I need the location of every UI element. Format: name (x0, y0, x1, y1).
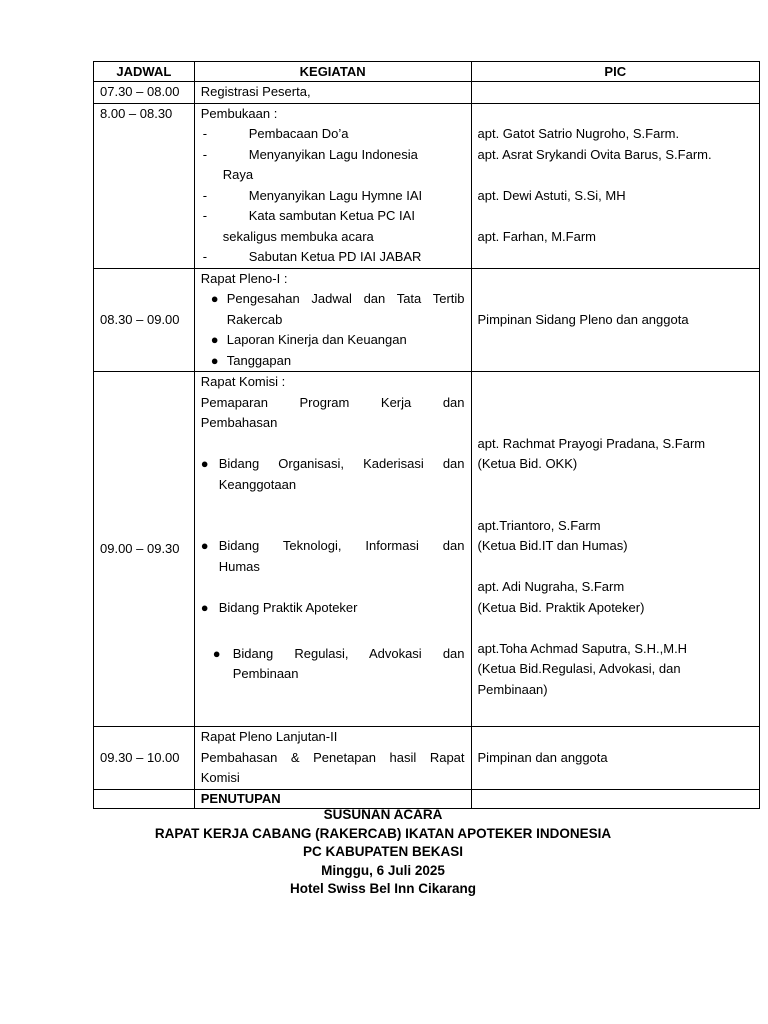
list-item: - Menyanyikan Lagu Hymne IAI (201, 186, 465, 207)
dash-marker: - (202, 187, 208, 203)
list-item: ● Tanggapan (201, 351, 465, 372)
activity-title: Rapat Pleno Lanjutan-II (200, 729, 338, 744)
header-kegiatan: KEGIATAN (194, 62, 471, 82)
list-item-continuation: Raya (222, 167, 254, 182)
list-item: - Pembacaan Do’a (201, 124, 465, 145)
table-row (94, 103, 760, 268)
pic-name: apt. Dewi Astuti, S.Si, MH (477, 187, 626, 203)
pic-role: Pembinaan) (477, 681, 548, 697)
activity-cell (194, 268, 471, 372)
table-row (94, 82, 760, 104)
time-cell: 8.00 – 08.30 (94, 103, 195, 268)
header-pic: PIC (471, 62, 759, 82)
list-item: ● Laporan Kinerja dan Keuangan (201, 330, 465, 351)
dash-marker: - (202, 126, 208, 141)
dash-marker: - (202, 208, 208, 223)
list-item-continuation: sekaligus membuka acara (222, 228, 374, 244)
pic-name: apt. Rachmat Prayogi Pradana, S.Farm (477, 435, 706, 451)
activity-cell: PENUTUPAN (194, 789, 471, 808)
list-item: ● Bidang Regulasi, Advokasi dan (201, 644, 465, 665)
time-cell: 09.30 – 10.00 (94, 727, 195, 790)
pic-role: (Ketua Bid. OKK) (477, 456, 578, 471)
list-item: ● Bidang Praktik Apoteker (201, 598, 465, 619)
header-jadwal: JADWAL (94, 62, 195, 82)
list-item-continuation: Humas (218, 558, 260, 574)
time-cell: 09.00 – 09.30 (94, 372, 195, 727)
table-row (94, 372, 760, 727)
list-item-continuation: Pembinaan (232, 666, 299, 681)
pic-role: (Ketua Bid.Regulasi, Advokasi, dan (477, 661, 681, 676)
pic-name: apt. Gatot Satrio Nugroho, S.Farm. (477, 126, 680, 141)
list-item: - Sabutan Ketua PD IAI JABAR (201, 247, 465, 268)
dash-marker: - (202, 249, 208, 264)
pic-name: apt. Farhan, M.Farm (477, 228, 596, 244)
activity-title: Pembukaan : (200, 105, 278, 121)
bullet-marker: ● (210, 352, 219, 368)
time-cell: 08.30 – 09.00 (94, 268, 195, 372)
title-line: RAPAT KERJA CABANG (RAKERCAB) IKATAN APOTEKER INDONESIA (154, 825, 612, 841)
pic-cell: Pimpinan Sidang Pleno dan anggota (471, 268, 759, 372)
header-row (94, 62, 760, 82)
activity-cell: Registrasi Peserta, (194, 82, 471, 104)
pic-name: apt. Asrat Srykandi Ovita Barus, S.Farm. (477, 146, 712, 162)
list-item: - Menyanyikan Lagu Indonesia (201, 145, 465, 166)
bullet-marker: ● (210, 291, 219, 306)
pic-name: apt.Toha Achmad Saputra, S.H.,M.H (477, 640, 688, 656)
bullet-marker: ● (212, 645, 221, 661)
pic-name: apt. Adi Nugraha, S.Farm (477, 579, 625, 594)
activity-text: Komisi (200, 770, 240, 785)
bullet-marker: ● (200, 538, 209, 553)
table-row (94, 268, 760, 372)
list-item-continuation: Rakercab (226, 311, 283, 327)
schedule-table (93, 61, 760, 809)
time-cell: 07.30 – 08.00 (94, 82, 195, 104)
pic-cell (471, 372, 759, 727)
pic-cell (471, 82, 759, 104)
venue-line: Hotel Swiss Bel Inn Cikarang (289, 881, 477, 896)
date-line: Minggu, 6 Juli 2025 (321, 862, 445, 878)
list-item: - Kata sambutan Ketua PC IAI (201, 206, 465, 227)
activity-cell (194, 372, 471, 727)
list-item: ● Bidang Organisasi, Kaderisasi dan (201, 454, 465, 475)
activity-cell (194, 103, 471, 268)
title-line: SUSUNAN ACARA (323, 807, 443, 822)
list-item: ● Bidang Teknologi, Informasi dan (201, 536, 465, 557)
bullet-marker: ● (200, 456, 209, 471)
bullet-marker: ● (210, 332, 219, 347)
activity-text: Pembahasan (200, 415, 278, 430)
pic-cell: Pimpinan dan anggota (471, 727, 759, 790)
dash-marker: - (202, 146, 208, 162)
activity-title: Rapat Komisi : (200, 374, 286, 389)
bullet-marker: ● (200, 599, 209, 615)
pic-role: (Ketua Bid. Praktik Apoteker) (477, 599, 645, 615)
pic-name: apt.Triantoro, S.Farm (477, 517, 601, 533)
activity-title: Rapat Pleno-I : (200, 270, 288, 286)
activity-text: Pemaparan Program Kerja dan (200, 394, 465, 410)
document-title-block (93, 806, 673, 899)
list-item-continuation: Keanggotaan (218, 476, 297, 492)
table-row (94, 727, 760, 790)
activity-cell (194, 727, 471, 790)
title-line: PC KABUPATEN BEKASI (302, 844, 463, 859)
pic-cell (471, 103, 759, 268)
activity-text: Pembahasan & Penetapan hasil Rapat (200, 749, 465, 765)
pic-role: (Ketua Bid.IT dan Humas) (477, 538, 628, 553)
list-item: ● Pengesahan Jadwal dan Tata Tertib (201, 289, 465, 310)
